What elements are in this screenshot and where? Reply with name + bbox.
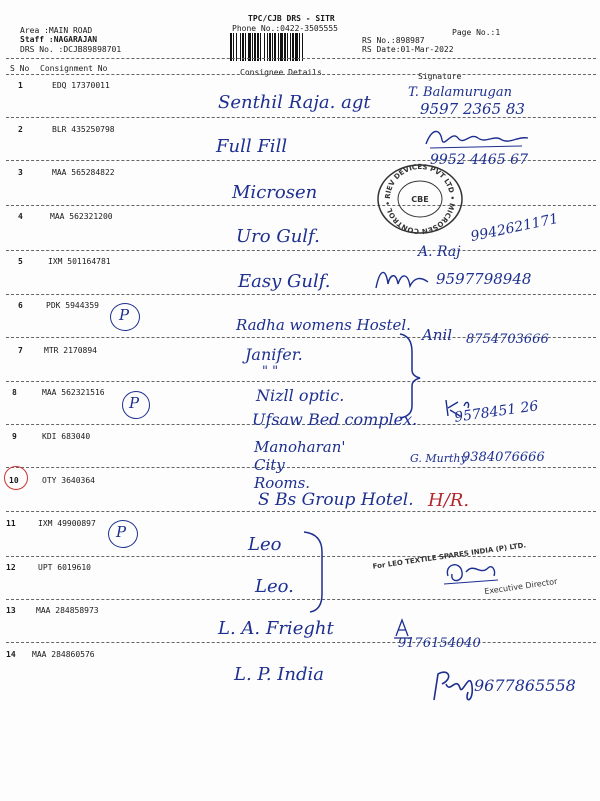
executive-director-label: Executive Director (483, 576, 558, 597)
signature-name: T. Balamurugan (408, 85, 512, 100)
row-divider (6, 205, 596, 206)
row-consignment: IXM 501164781 (48, 257, 111, 266)
consignee-name: Senthil Raja. agt (218, 92, 371, 113)
drs-number: DRS No. :DCJB89898701 (20, 45, 122, 54)
rs-number: RS No.:898987 (362, 36, 425, 45)
consignee-name: Easy Gulf. (238, 271, 331, 292)
row-sno: 5 (18, 257, 23, 266)
row-consignment: MAA 284860576 (32, 650, 95, 659)
row-sno: 14 (6, 650, 16, 659)
row-divider (6, 642, 596, 643)
signature-phone: 9677865558 (474, 676, 576, 695)
row-sno: 2 (18, 125, 23, 134)
barcode-bar (272, 33, 273, 61)
page-number: Page No.:1 (452, 28, 501, 37)
signature-name: G. Murthy (410, 452, 467, 465)
document-title: TPC/CJB DRS - SITR (248, 14, 335, 23)
consignee-name: Leo (248, 534, 282, 555)
signature-scribble (372, 264, 432, 294)
p-mark: P (119, 306, 130, 324)
header-divider (6, 58, 596, 59)
barcode-bar (254, 33, 256, 61)
consignee-name: Ufsaw Bed complex. (252, 410, 418, 429)
row-divider (6, 250, 596, 251)
row-consignment: BLR 435250798 (52, 125, 115, 134)
consignee-name: S Bs Group Hotel. (258, 490, 414, 510)
barcode-bar (284, 33, 286, 61)
row-sno: 10 (9, 476, 19, 485)
barcode-bar (295, 33, 298, 61)
row-consignment: UPT 6019610 (38, 563, 91, 572)
area-label: Area :MAIN ROAD (20, 26, 93, 35)
consignee-name: Nizll optic. (256, 386, 345, 405)
barcode-bar (269, 33, 271, 61)
barcode-bar (257, 33, 259, 61)
consignee-name: Radha womens Hostel. (236, 316, 411, 334)
row-sno: 1 (18, 81, 23, 90)
stamp-text: RIEV DEVICES PVT LTD • MICROSEN CONTROL • (383, 162, 457, 236)
consignee-name: Manoharan' City Rooms. (254, 438, 346, 492)
signature-name: A. Raj (418, 244, 461, 260)
signature-name: Anil (422, 326, 453, 344)
barcode-bar (278, 33, 279, 61)
row-sno: 11 (6, 519, 16, 528)
bracket-mark (300, 530, 330, 614)
p-mark: P (129, 394, 140, 412)
signature-scribble (440, 556, 500, 590)
row-divider (6, 381, 596, 382)
barcode-bar (236, 33, 237, 61)
signature-phone: 9176154040 (398, 636, 481, 651)
row-sno: 4 (18, 212, 23, 221)
row-consignment: MAA 284858973 (36, 606, 99, 615)
signature-phone: 9597 2365 83 (420, 100, 525, 118)
column-signature: Signature (418, 72, 462, 81)
barcode-bar (242, 33, 244, 61)
consignee-name: Janifer. (245, 345, 303, 364)
company-stamp (374, 162, 466, 236)
consignee-name: L. P. India (234, 664, 325, 685)
barcode-bar (287, 33, 288, 61)
row-divider (6, 511, 596, 512)
signature-phone: 9384076666 (462, 450, 545, 465)
column-sno: S No (10, 64, 30, 73)
row-consignment: MAA 562321516 (42, 388, 105, 397)
barcode-bar (248, 33, 251, 61)
signature-name: H/R. (428, 490, 470, 511)
row-sno: 3 (18, 168, 23, 177)
barcode-bar (240, 33, 241, 61)
barcode (228, 33, 358, 61)
row-divider (6, 294, 596, 295)
signature-phone: 8754703666 (466, 332, 549, 347)
row-consignment: EDQ 17370011 (52, 81, 110, 90)
row-sno: 7 (18, 346, 23, 355)
column-consignee: Consignee Details (240, 68, 322, 77)
consignee-name: Microsen (232, 182, 318, 203)
bracket-mark (398, 330, 422, 420)
barcode-bar (260, 33, 261, 61)
consignee-name: L. A. Frieght (218, 618, 334, 639)
circled-mark (4, 466, 28, 490)
barcode-bar (233, 33, 234, 61)
stamp-center-text: CBE (411, 195, 429, 204)
barcode-bar (267, 33, 268, 61)
barcode-bar (299, 33, 300, 61)
signature-scribble (428, 666, 478, 706)
company-stamp-line: For LEO TEXTILE SPARES INDIA (P) LTD. (372, 541, 527, 571)
ditto-mark: " " (262, 364, 279, 379)
p-mark: P (116, 523, 127, 541)
row-sno: 9 (12, 432, 17, 441)
consignee-name: Uro Gulf. (236, 226, 320, 247)
barcode-bar (302, 33, 303, 61)
row-consignment: MAA 562321200 (50, 212, 113, 221)
row-sno: 6 (18, 301, 23, 310)
row-sno: 12 (6, 563, 16, 572)
barcode-bar (252, 33, 253, 61)
header-bottom-divider (6, 74, 596, 75)
signature-phone: 9952 4465 67 (430, 152, 528, 168)
barcode-bar (264, 33, 265, 61)
signature-scribble (422, 126, 532, 152)
signature-phone: 9578451 26 (453, 398, 540, 426)
barcode-bar (280, 33, 283, 61)
signature-phone: 9942621171 (469, 210, 560, 246)
row-sno: 13 (6, 606, 16, 615)
barcode-bar (274, 33, 276, 61)
phone-number: Phone No.:0422-3505555 (232, 24, 338, 33)
rs-date: RS Date:01-Mar-2022 (362, 45, 454, 54)
staff-label: Staff :NAGARAJAN (20, 35, 98, 44)
consignee-name: Leo. (255, 576, 294, 597)
row-consignment: OTY 3640364 (42, 476, 95, 485)
barcode-bar (290, 33, 291, 61)
row-consignment: IXM 49900897 (38, 519, 96, 528)
row-consignment: KDI 683040 (42, 432, 91, 441)
barcode-bar (230, 33, 232, 61)
row-consignment: MAA 565284822 (52, 168, 115, 177)
row-sno: 8 (12, 388, 17, 397)
row-consignment: PDK 5944359 (46, 301, 99, 310)
barcode-bar (292, 33, 294, 61)
barcode-bar (245, 33, 246, 61)
signature-phone: 9597798948 (436, 270, 532, 288)
consignee-name: Full Fill (216, 136, 288, 157)
column-consignment: Consignment No (40, 64, 108, 73)
row-consignment: MTR 2170894 (44, 346, 97, 355)
